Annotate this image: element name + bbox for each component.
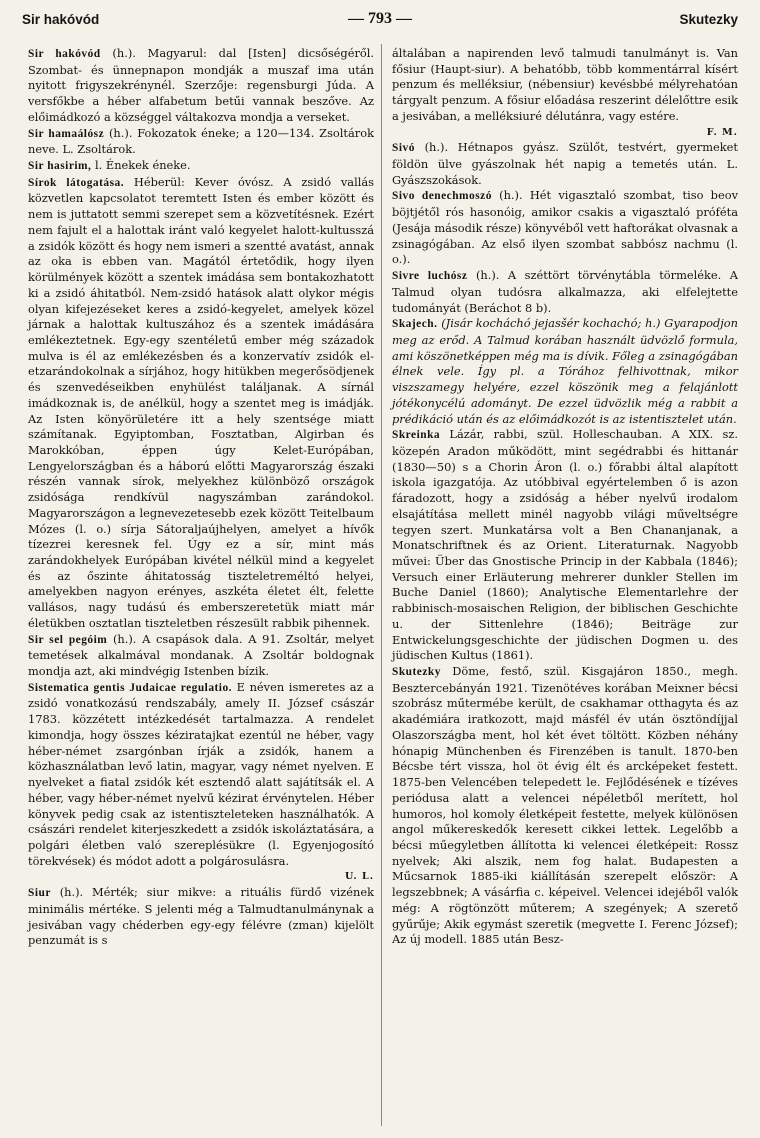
entry-headword: Sistematica gentis Judaicae regulatio. (28, 681, 233, 694)
column-divider (381, 44, 382, 1126)
entry-text: l. Énekek éneke. (95, 158, 191, 173)
entry-headword: Sivó (392, 142, 415, 155)
entry-text: (h.). A széttört törvénytábla törmeléke. A Talmud olyan tudósra alkalmazza, aki elfelejtette tudományát (Beráchot 8 b). (392, 268, 739, 315)
entry-headword: Sir sel pegóim (28, 633, 108, 646)
entry-headword: Sir hasirim, (28, 160, 92, 173)
entry-text: Lázár, rabbi, szül. Holleschauban. A XIX. sz. közepén Aradon működött, mint segédrabbi és hittanár (1830—50) s a Chorin Áron (l. o.) főrabbi által alapított iskola igazgatója. Az utóbbival egyértelemben ő is azon fáradozott, hogy a zsidóság a héber nyelvű irodalom elsajátítása mellett minél nagyobb világi műveltségre tegyen szert. Munkatársa volt a Ben Chananjanak, a Monatschriftnek és az Orient. Literaturnak. Nagyobb művei: Über das Gnostische Princip in der Kabbala (1846); Versuch einer Erläuterung mehrerer dunkler Stellen im Buche Daniel (1860); Analytische Elementarlehre der rabbinisch-mosaischen Religion, der biblischen Geschichte u. der Sittenlehre (1846); Beiträge zur Entwickelungsgeschichte der jüdischen Dogmen u. des jüdischen Kultus (1861). (392, 427, 738, 663)
entry-text: Héberül: Kever óvósz. A zsidó vallás közvetlen kapcsolatot teremtett Isten és ember között és nem is juttatott semmi szerepet sem a közvetítésnek. Ezért nem fajult el a halottak iránt való kegyelet halott-kultusszá a zsidók között és hogy nem ismeri a szentté avatást, annak az oka is ebben van. Magától értetődik, hogy ilyen körülmények között a szentek imádása sem bontakozhatott ki a zsidó áhitatból. Nem-zsidó hatások alatt olykor mégis olyan kifejezéseket keres a zsidó-kegyelet, amelyek közel járnak a halottak kultuszához és a szentek imádására emlékeztetnek. Egy-egy szentéletű ember még századok mulva is él az emlékezésben és a konzervatív zsidók el-etzarándokolnak a sírjához, hogy hitükben megerősödjenek és szenvedéseikben enyhülést találjanak. A sírnál imádkoznak is, de anélkül, hogy a szentet meg is imádják. Az Isten könyörületére itt a hely szentsége miatt számítanak. Egyiptomban, Fosztatban, Algirban és Marokkóban, éppen úgy Kelet-Európában, Lengyelországban és a háború előtti Magyarország északi részén vannak sírok, melyekhez különböző országok zsidósága rendkívül nagyszámban zarándokol. Magyarországon a legnevezetesebb ezek között Teitelbaum Mózes (l. o.) sírja Sátoraljaújhelyen, amelyet a hívők tízezrei keresnek fel. Úgy ez a sír, mint más zarándokhelyek Európában kivétel nélkül mind a kegyelet és az őszinte áhitatosság tiszteletreméltó helyei, amelyekben nagyon erényes, aszkéta életet élt, felette vallásos, nagy tudású és emberszeretetük miatt már életükben osztatlan tiszteletben részesült rabbik pihennek. (28, 174, 375, 630)
entry-sir-sel-pegoim (28, 632, 374, 680)
entry-headword: Skutezky (392, 666, 441, 679)
author-signature: F. M. (706, 126, 738, 138)
entry-skreinka (392, 427, 738, 664)
entry-sivre-luchosz (392, 268, 738, 316)
entry-sirok-latogatasa (28, 175, 374, 632)
page-number: — 793 — (348, 10, 412, 27)
entry-headword: Skajech. (392, 318, 438, 331)
entry-sir-hamaalosz (28, 126, 374, 158)
entry-sivo (392, 140, 738, 188)
entry-text: E néven ismeretes az a zsidó vonatkozású rendszabály, amely II. József császár 1783. közzétett intézkedését tartalmazza. A rendelet kimondja, hogy összes kéziratajkat ezentúl ne héber, vagy héber-német zsargónban írják a zsidók, hanem a közhasználatban levő latin, magyar, vagy német nyelven. E nyelveket a fiatal zsidók két esztendő alatt sajátítsák el. A héber, vagy héber-német nyelvű kézirat érvénytelen. Héber könyvek pedig csak az istentiszteleteken használhatók. A császári rendelet kiterjeszkedett a zsidók iskoláztatására, a polgári életben való szereplésükre (l. Egyenjogosító törekvések) és módot adott a polgárosulásra. (28, 679, 374, 868)
entry-sir-hasirim (28, 158, 374, 175)
entry-text: (h.). Hét vigasztaló szombat, tiso beov böjtjétől rós hasonóig, amikor csakis a vigasztaló próféta (Jesája második része) könyvéből vett haftorákat olvasnak a zsinagógában. Az első ilyen szombat sabbósz nachmu (l. o.). (392, 188, 739, 267)
entry-headword: Sir hamaálósz (28, 127, 105, 140)
entry-skajech (392, 316, 738, 427)
entry-text: (h.). Magyarul: dal [Isten] dicsőségéről. Szombat- és ünnepnapon mondják a muszaf ima után nyitott frigyszekrénynél. Szerzője: regensburgi Júda. A versfőkbe a héber alfabetum betűi vannak beszőve. Az előimádkozó a községgel váltakozva mondja a verseket. (28, 46, 375, 124)
entry-headword: Sírok látogatása. (28, 176, 125, 189)
entry-text: (h.). Mérték; siur mikve: a rituális fürdő vizének minimális mértéke. S jelenti még a Talmudtanulmánynak a jesivában vagy chéderben egy-egy félévre (zman) kijelölt penzumát is s (28, 885, 374, 948)
entry-text: (Jisár kocháchó jejasšér kochachó; h.) Gyarapodjon meg az erőd. A Talmud korában használt üdvözlő formula, ami köszönetképpen még ma is dívik. Főleg a zsinagógában élnek vele. Így pl. a Tórához felhivottnak, mikor viszszamegy helyére, ezzel köszönik meg a felajánlott jótékonycélú adományt. De ezzel üdvözlik még a rabbit a prédikáció után és az előimádkozót is az istentisztelet után. (392, 316, 738, 426)
running-header (22, 10, 738, 32)
entry-text: (h.). Fokozatok éneke; a 120—134. Zsoltárok neve. L. Zsoltárok. (28, 125, 374, 157)
entry-text: Döme, festő, szül. Kisgajáron 1850., megh. Besztercebányán 1921. Tizenötéves korában Meixner bécsi szobrász műtermébe került, de csakhamar otthagyta és az akadémiára iratkozott, majd másfél év után ösztöndíjjal Olaszországba ment, hol két évet töltött. Közben néhány hónapig Münchenben és Firenzében is tanult. 1870-ben Bécsbe tért vissza, hol öt évig élt és arcképeket festett. 1875-ben Velencében telepedett le. Fejlődésének e tízéves periódusa alatt a velencei népéletből merített, hol humoros, hol komoly életképeit festette, melyek különösen angol műkereskedők keresett cikkei lettek. Legelőbb a bécsi műegyletben állította ki velencei életképeit: Rossz nyelvek; Aki alszik, nem fog halat. Budapesten a Műcsarnok 1885-iki kiállításán szerepelt először: A legszebbnek; A vásárfia c. képeivel. Velencei idejéből valók még: A rögtönzött műterem; A szegények; A szerető gyűrűje; Akik egymást szeretik (megvette I. Ferenc József); Az új modell. 1885 után Besz- (392, 664, 739, 947)
entry-sistematica (28, 680, 374, 885)
entry-sivo-denechmoszo (392, 188, 738, 268)
entry-headword: Skreinka (392, 429, 441, 442)
entry-headword: Sir hakóvód (28, 48, 101, 60)
entry-text: (h.). A csapások dala. A 91. Zsoltár, melyet temetések alkalmával mondanak. A Zsoltár boldognak mondja azt, aki mindvégig Istenben bízik. (28, 631, 374, 679)
header-left-guideword: Sir hakóvód (22, 12, 100, 27)
entry-siur-continued (392, 46, 738, 140)
right-column (392, 46, 738, 948)
left-column (28, 46, 374, 949)
entry-skutezky (392, 664, 738, 948)
entry-sir-hakovod (28, 46, 374, 126)
author-signature: U. L. (344, 871, 374, 883)
entry-headword: Siur (28, 887, 51, 900)
entry-headword: Sivo denechmoszó (392, 190, 492, 203)
entry-text: (h.). Hétnapos gyász. Szülőt, testvért, gyermeket földön ülve gyászolnak hét napig a temetés után. L. Gyászszokások. (392, 140, 738, 187)
entry-text: általában a napirenden levő talmudi tanulmányt is. Van fősiur (Haupt-siur). A behatóbb, több kommentárral kísért penzum és melléksiur, (nébensiur) kevésbbé mélyrehatóan tárgyalt penzum. A fősiur előadása reszerint délelőttre esik a jesivában, a melléksiuré délutánra, vagy estére. (392, 46, 738, 123)
entry-siur (28, 885, 374, 949)
entry-headword: Sivre luchósz (392, 270, 468, 283)
header-right-guideword: Skutezky (679, 12, 738, 27)
